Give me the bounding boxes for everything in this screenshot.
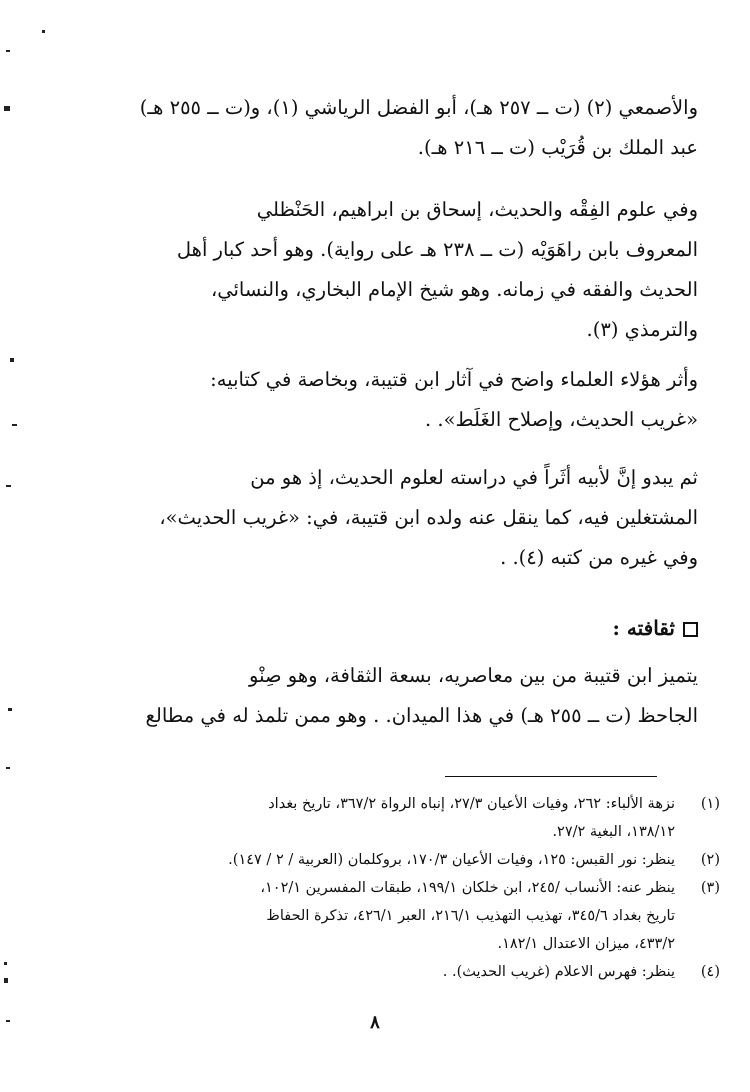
scan-speck xyxy=(4,978,8,983)
footnote-line: نزهة الألباء: ٢٦٢، وفيات الأعيان ٢٧/٣، إنباه الرواة ٣٦٧/٢، تاريخ بغداد xyxy=(268,796,675,812)
scan-speck xyxy=(6,767,10,769)
footnote-line: ٤٣٣/٢، ميزان الاعتدال ١٨٢/١. xyxy=(497,936,675,952)
scan-speck xyxy=(6,485,11,487)
footnote-number: (٤) xyxy=(700,964,720,980)
section-heading-text: ثقافته : xyxy=(612,616,675,640)
paragraph-influence xyxy=(43,360,698,440)
scan-speck xyxy=(4,962,7,965)
footnote-divider xyxy=(445,776,657,777)
paragraph-ibn-rahawayh xyxy=(43,190,698,350)
footnote-3 xyxy=(40,874,720,958)
footnote-line: تاريخ بغداد ٣٤٥/٦، تهذيب التهذيب ٢١٦/١، العبر ٤٢٦/١، تذكرة الحفاظ xyxy=(266,908,675,924)
paragraph-scholars xyxy=(43,88,698,168)
text-line: وأثر هؤلاء العلماء واضح في آثار ابن قتيبة، وبخاصة في كتابيه: xyxy=(210,368,698,391)
footnotes xyxy=(40,790,720,986)
scan-speck xyxy=(12,424,17,426)
footnote-1 xyxy=(40,790,720,846)
text-line: والترمذي (٣). xyxy=(586,318,698,341)
footnote-line: ينظر عنه: الأنساب /٢٤٥، ابن خلكان ١٩٩/١، طبقات المفسرين ١٠٢/١، xyxy=(260,880,675,896)
scan-speck xyxy=(42,30,45,33)
scan-speck xyxy=(6,50,10,52)
square-bullet-icon xyxy=(683,622,698,637)
text-line: والأصمعي (٢) (ت ــ ٢٥٧ هـ)، أبو الفضل الرياشي (١)، و(ت ــ ٢٥٥ هـ) xyxy=(139,96,698,119)
scan-speck xyxy=(10,358,14,362)
text-line: ثم يبدو إنَّ لأبيه أثَراً في دراسته لعلوم الحديث، إذ هو من xyxy=(250,466,698,489)
footnote-number: (٢) xyxy=(700,852,720,868)
text-line: وفي علوم الفِقْه والحديث، إسحاق بن ابراهيم، الحَنْظلي xyxy=(256,198,698,221)
footnote-line: ١٣٨/١٢، البغية ٢٧/٢. xyxy=(552,824,675,840)
text-line: الحديث والفقه في زمانه. وهو شيخ الإمام البخاري، والنسائي، xyxy=(210,278,698,301)
footnote-4 xyxy=(40,958,720,986)
text-line: «غريب الحديث، وإصلاح الغَلَط». . xyxy=(425,408,698,431)
text-line: يتميز ابن قتيبة من بين معاصريه، بسعة الثقافة، وهو صِنْو xyxy=(249,664,698,687)
text-line: المعروف بابن راهَوَيْه (ت ــ ٢٣٨ هـ على رواية). وهو أحد كبار أهل xyxy=(176,238,698,261)
paragraph-culture xyxy=(43,656,698,736)
scan-speck xyxy=(4,106,10,111)
paragraph-father xyxy=(43,458,698,578)
footnote-line: ينظر: نور القبس: ١٢٥، وفيات الأعيان ١٧٠/٣، بروكلمان (العربية / ٢ / ١٤٧). xyxy=(228,852,675,868)
text-line: المشتغلين فيه، كما ينقل عنه ولده ابن قتيبة، في: «غريب الحديث»، xyxy=(159,506,698,529)
page-number: ٨ xyxy=(370,1012,380,1033)
text-line: وفي غيره من كتبه (٤). . xyxy=(500,546,698,569)
text-line: عبد الملك بن قُرَيْب (ت ــ ٢١٦ هـ). xyxy=(417,136,698,159)
footnote-number: (١) xyxy=(700,796,720,812)
footnote-number: (٣) xyxy=(700,880,720,896)
footnote-line: ينظر: فهرس الاعلام (غريب الحديث). . xyxy=(442,964,675,980)
section-heading xyxy=(613,608,698,648)
text-line: الجاحظ (ت ــ ٢٥٥ هـ) في هذا الميدان. . وهو ممن تلمذ له في مطالع xyxy=(145,704,698,727)
footnote-2 xyxy=(40,846,720,874)
scan-speck xyxy=(8,708,12,711)
